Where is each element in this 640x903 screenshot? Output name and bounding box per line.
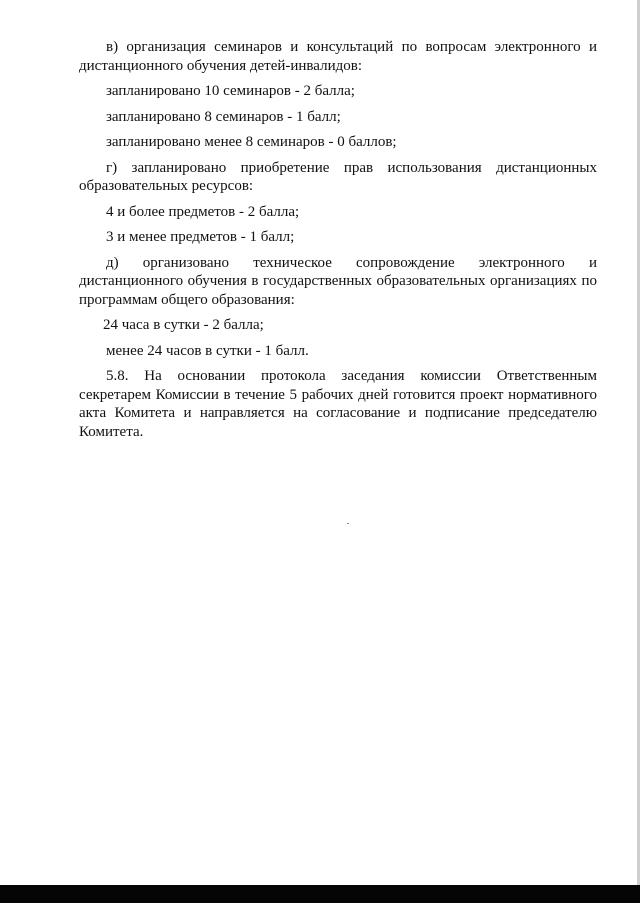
list-item-seminars-less-8: запланировано менее 8 семинаров - 0 баллов; xyxy=(106,134,397,150)
scan-speck xyxy=(347,523,349,524)
document-body xyxy=(79,38,597,448)
list-item-subjects-4-plus: 4 и более предметов - 2 балла; xyxy=(106,203,300,220)
paragraph-section-5-8: 5.8. На основании протокола заседания комиссии Ответственным секретарем Комиссии в течение 5 рабочих дней готовится проект нормативного акта Комитета и направляется на согласование и подписание председателю Комитета. xyxy=(79,368,597,440)
list-item-support-less-24h: менее 24 часов в сутки - 1 балл. xyxy=(106,342,309,359)
list-item-subjects-3-less: 3 и менее предметов - 1 балл; xyxy=(106,229,295,245)
scan-bottom-bar xyxy=(0,885,640,903)
list-item-support-24h: 24 часа в сутки - 2 балла; xyxy=(103,317,264,333)
paragraph-seminars-heading: в) организация семинаров и консультаций по вопросам электронного и дистанционного обучения детей-инвалидов: xyxy=(79,39,597,74)
list-item-seminars-10: запланировано 10 семинаров - 2 балла; xyxy=(106,83,355,99)
paragraph-resources-heading: г) запланировано приобретение прав использования дистанционных образовательных ресурсов: xyxy=(79,159,597,194)
list-item-seminars-8: запланировано 8 семинаров - 1 балл; xyxy=(106,108,341,125)
paragraph-support-heading: д) организовано техническое сопровождение электронного и дистанционного обучения в государственных образовательных организациях по программам общего образования: xyxy=(79,254,597,308)
